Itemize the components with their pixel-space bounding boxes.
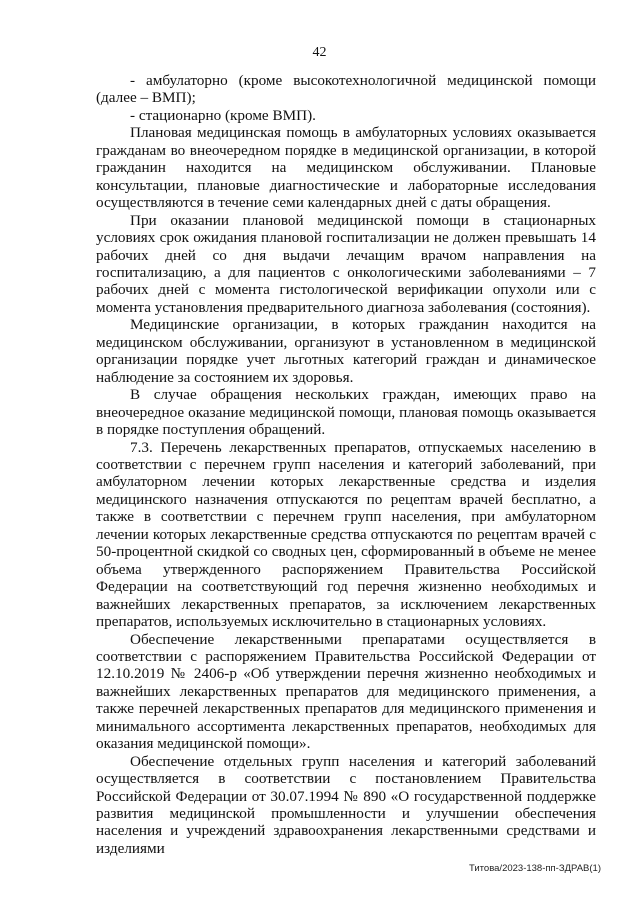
paragraph-stationary: - стационарно (кроме ВМП). [130, 106, 316, 124]
paragraph-ambulatory: - амбулаторно (кроме высокотехнологичной медицинской помощи (далее – ВМП); [96, 72, 596, 107]
paragraph-planned-inpatient: При оказании плановой медицинской помощи в стационарных условиях срок ожидания плановой госпитализации не должен превышать 14 рабочих дней со дня выдачи лечащим врачом направления на госпитализацию, а для пациентов с онкологическими заболеваниями – 7 рабочих дней с момента гистологической верификации опухоли или с момента установления предварительного диагноза заболевания (состояния). [96, 211, 596, 316]
document-footer-code: Титова/2023-138-пп-ЗДРАВ(1) [468, 863, 601, 874]
page-number: 42 [312, 45, 327, 60]
paragraph-planned-outpatient: Плановая медицинская помощь в амбулаторных условиях оказывается гражданам во внеочередном порядке в медицинской организации, в которой гражданин находится на медицинском обслуживании. Плановые консультации, плановые диагностические и лабораторные исследования осуществляются в течение семи календарных дней с даты обращения. [96, 124, 596, 212]
paragraph-drug-provision: Обеспечение лекарственными препаратами осуществляется в соответствии с распоряжением Правительства Российской Федерации от 12.10.2019 № 2406-р «Об утверждении перечня жизненно необходимых и важнейших лекарственных препаратов для медицинского применения, а также перечней лекарственных препаратов для медицинского применения и минимального ассортимента лекарственных препаратов, необходимых для оказания медицинской помощи». [96, 630, 596, 753]
paragraph-group-provision: Обеспечение отдельных групп населения и категорий заболеваний осуществляется в соответствии с постановлением Правительства Российской Федерации от 30.07.1994 № 890 «О государственной поддержке развития медицинской промышленности и улучшении обеспечения населения и учреждений здравоохранения лекарственными средствами и изделиями [96, 752, 596, 857]
paragraph-medical-organizations: Медицинские организации, в которых гражданин находится на медицинском обслуживании, организуют в установленном в медицинской организации порядке учет льготных категорий граждан и динамическое наблюдение за состоянием их здоровья. [96, 316, 596, 386]
paragraph-multiple-requests: В случае обращения нескольких граждан, имеющих право на внеочередное оказание медицинской помощи, плановая помощь оказывается в порядке поступления обращений. [96, 386, 596, 439]
paragraph-section-7-3: 7.3. Перечень лекарственных препаратов, отпускаемых населению в соответствии с перечнем групп населения и категорий заболеваний, при амбулаторном лечении которых лекарственные средства и изделия медицинского назначения отпускаются по рецептам врачей бесплатно, а также в соответствии с перечнем групп населения, при амбулаторном лечении которых лекарственные средства отпускаются по рецептам врачей с 50-процентной скидкой со сводных цен, сформированный в объеме не менее объема утвержденного распоряжением Правительства Российской Федерации на соответствующий год перечня жизненно необходимых и важнейших лекарственных препаратов, за исключением лекарственных препаратов, используемых исключительно в стационарных условиях. [96, 438, 596, 631]
document-body [96, 72, 596, 857]
